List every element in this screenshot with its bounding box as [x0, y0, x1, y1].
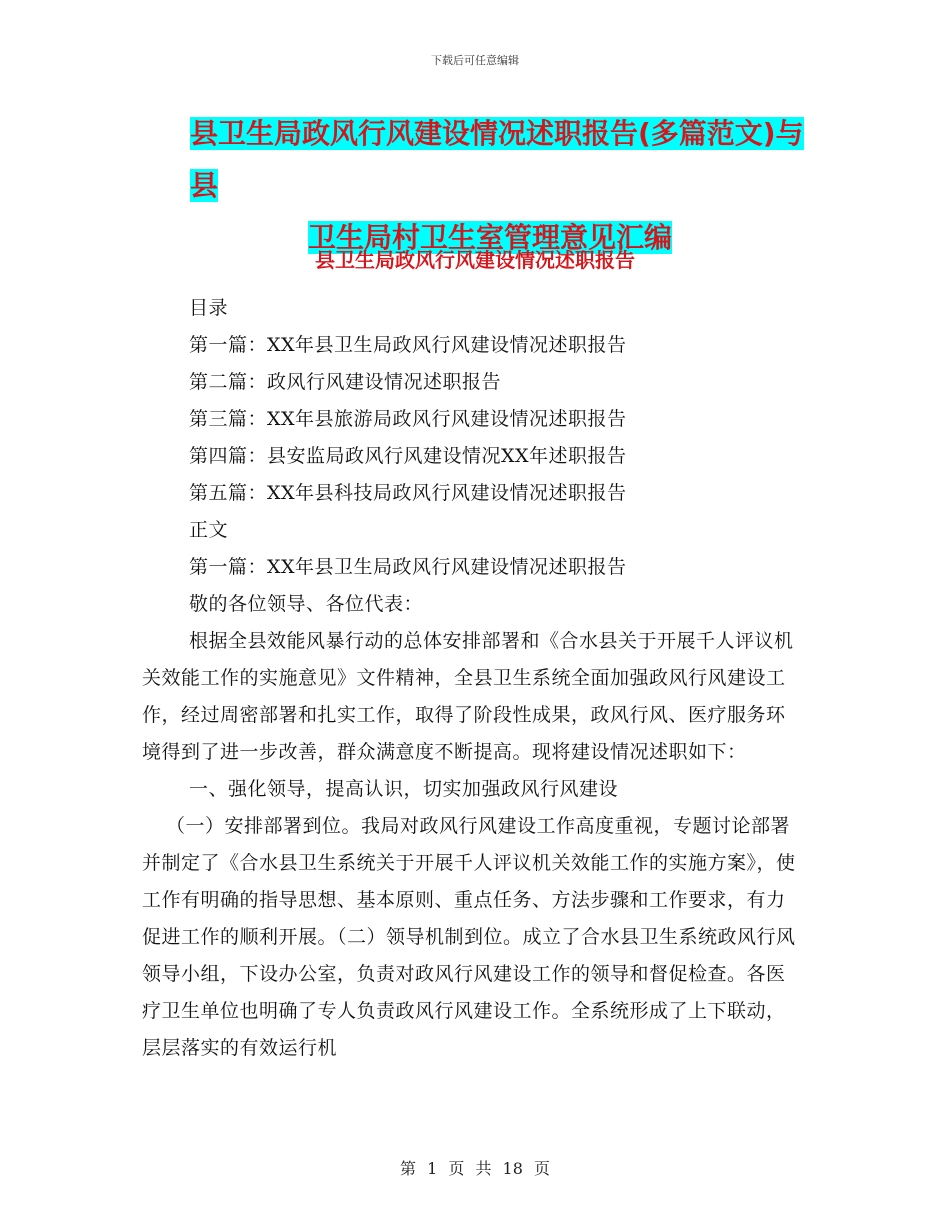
- toc-item-2: 第二篇：政风行风建设情况述职报告: [189, 371, 502, 393]
- heading-1: 一、强化领导，提高认识，切实加强政风行风建设: [189, 778, 619, 800]
- body-text: [142, 290, 802, 1067]
- toc-item-3: 第三篇：XX年县旅游局政风行风建设情况述职报告: [189, 408, 627, 430]
- section-title: 第一篇：XX年县卫生局政风行风建设情况述职报告: [189, 556, 627, 578]
- text-heading: 正文: [189, 519, 229, 541]
- document-title: [190, 108, 810, 264]
- toc-item-1: 第一篇：XX年县卫生局政风行风建设情况述职报告: [189, 334, 627, 356]
- toc-item-5: 第五篇：XX年县科技局政风行风建设情况述职报告: [189, 482, 627, 504]
- page-footer: 第 1 页 共 18 页: [400, 1159, 550, 1178]
- title-line-2: 卫生局村卫生室管理意见汇编: [308, 221, 673, 254]
- title-line-1: 县卫生局政风行风建设情况述职报告(多篇范文)与县: [190, 117, 804, 202]
- paragraph-2: （一）安排部署到位。我局对政风行风建设工作高度重视，专题讨论部署并制定了《合水县卫生系统关于开展千人评议机关效能工作的实施方案》，使工作有明确的指导思想、基本原则、重点任务、方法步骤和工作要求，有力促进工作的顺利开展。（二）领导机制到位。成立了合水县卫生系统政风行风领导小组，下设办公室，负责对政风行风建设工作的领导和督促检查。各医疗卫生单位也明确了专人负责政风行风建设工作。全系统形成了上下联动，层层落实的有效运行机: [142, 815, 796, 1059]
- section-subtitle: 县卫生局政风行风建设情况述职报告: [315, 248, 635, 272]
- header-note: 下载后可任意编辑: [431, 54, 519, 67]
- paragraph-1: 根据全县效能风暴行动的总体安排部署和《合水县关于开展千人评议机关效能工作的实施意见》文件精神，全县卫生系统全面加强政风行风建设工作，经过周密部署和扎实工作，取得了阶段性成果，政风行风、医疗服务环境得到了进一步改善，群众满意度不断提高。现将建设情况述职如下：: [142, 630, 794, 763]
- toc-heading: 目录: [189, 297, 229, 319]
- salutation: 敬的各位领导、各位代表：: [189, 593, 424, 615]
- toc-item-4: 第四篇：县安监局政风行风建设情况XX年述职报告: [189, 445, 627, 467]
